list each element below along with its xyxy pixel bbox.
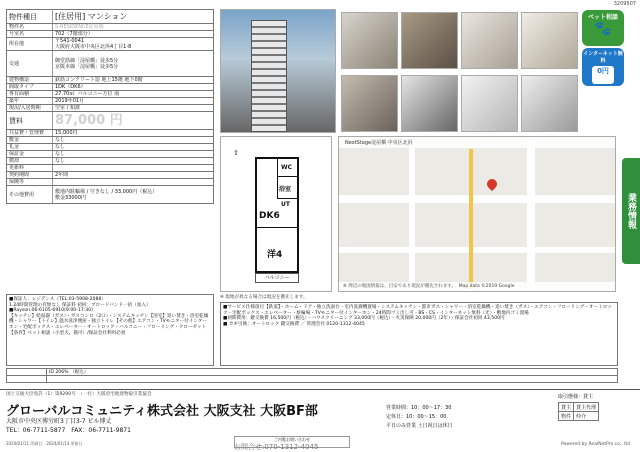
hours-line: 平日のみ営業 土日祝日は休日 xyxy=(386,423,453,429)
internet-label: インターネット無料 xyxy=(583,51,623,64)
spec-label: 交通 xyxy=(7,51,53,77)
direction: 南 xyxy=(114,91,120,97)
postcode: 〒541-0041 xyxy=(55,38,85,44)
fee-cell xyxy=(7,369,47,376)
remarks-guarantor: ■保証人：レジデンス（TEL:03-5908-2088） xyxy=(9,297,106,302)
spec-label: 建物構造 xyxy=(7,77,53,84)
spec-label: 物件種目 xyxy=(7,10,53,24)
spec-label: 敷金 xyxy=(7,137,53,144)
rent-amount: 87,000 円 xyxy=(53,112,214,130)
status: 空室 / 相談 xyxy=(53,105,214,112)
business-hours xyxy=(386,404,453,431)
transaction-key: 貸主 xyxy=(559,403,574,412)
spec-label: 契約期間 xyxy=(7,172,53,179)
compass-icon: ⇧ xyxy=(233,149,239,157)
map-disclaimer: ※ 現地が異なる場合は現況を優先します。 xyxy=(220,295,308,300)
internet-badge xyxy=(582,48,624,86)
remarks-box xyxy=(6,294,214,366)
deposit: なし xyxy=(53,137,214,144)
remarks-guarantor-detail: 1.24時間管理の有無なし 保証料 初回：ブロードバンド一括（加入） xyxy=(9,302,151,308)
insurance xyxy=(53,179,214,186)
lobby-photo xyxy=(401,12,458,69)
divider xyxy=(0,389,640,390)
spec-label: 更新料 xyxy=(7,165,53,172)
property-name: S-RESIDENCE淀屋橋 xyxy=(53,24,214,31)
transaction-title: 取引態様：貸主 xyxy=(558,394,594,400)
spec-label: 築年 xyxy=(7,98,53,105)
spec-label: 間取タイプ xyxy=(7,84,53,91)
spec-label: その他費用 xyxy=(7,186,53,204)
internet-fee-box xyxy=(592,66,614,84)
address-cell xyxy=(53,38,214,51)
western-room-label: 洋4 xyxy=(267,250,283,260)
pet-badge xyxy=(582,10,624,46)
fee-cell xyxy=(47,376,618,383)
road xyxy=(409,137,415,292)
transaction-table xyxy=(558,402,599,421)
property-spec-table xyxy=(6,9,214,204)
address: 大阪府大阪市中央区北浜4丁目1-8 xyxy=(55,44,132,50)
toilet-photo xyxy=(521,75,578,132)
category-text: [住居用] xyxy=(55,11,86,21)
spec-label: 所在地 xyxy=(7,38,53,51)
other-fee: 敷地内駐輪場 / 空きなし / 33,000円（税込） xyxy=(55,188,158,195)
spec-label: 号室名 xyxy=(7,31,53,38)
company-name: グローバルコミュニティ株式会社 大阪支社 大阪BF部 xyxy=(6,404,318,419)
facilities-box xyxy=(220,302,618,366)
direction-label: バルコニー方位 xyxy=(77,91,113,97)
transaction-box xyxy=(558,393,628,421)
structure: 鉄筋コンクリート造 地上15階 地下0階 xyxy=(53,77,214,84)
guarantee: なし xyxy=(53,151,214,158)
transaction-value: 仲介 xyxy=(574,412,599,421)
type-text: マンション xyxy=(87,11,128,21)
map-footer xyxy=(339,282,616,291)
transport-cell xyxy=(53,51,214,77)
pet-label: ペット相談 xyxy=(587,14,618,21)
bath-label: 浴室 xyxy=(279,186,292,193)
ut-label: UT xyxy=(281,201,290,208)
key-exchange-text: ■ カギ引換：オートロック 鍵交換費 ／ 管理会社 0120-1312-4045 xyxy=(223,321,365,327)
spec-label: 物件名 xyxy=(7,24,53,31)
stove-photo xyxy=(401,75,458,132)
wc-label: WC xyxy=(281,164,293,171)
property-category xyxy=(53,10,214,24)
call-label: ご内覧お問い合わせ xyxy=(274,437,310,442)
bathroom-photo xyxy=(461,75,518,132)
contract-term: 2年間 xyxy=(53,172,214,179)
transaction-value: 貸主代理 xyxy=(574,403,599,412)
fee-cell xyxy=(7,376,47,383)
map-credit: Map data ©2019 Google xyxy=(458,284,515,289)
transport-line: 京阪本線「淀屋橋」徒歩5分 xyxy=(55,63,119,70)
spec-label: 償却 xyxy=(7,158,53,165)
document-code: 3209507 xyxy=(613,1,636,7)
road xyxy=(339,247,616,253)
other-fee: 敷金33000円 xyxy=(55,194,86,201)
management-fee: 15,000円 xyxy=(53,130,214,137)
area-cell xyxy=(53,91,214,98)
main-avenue xyxy=(469,149,473,289)
entrance-photo xyxy=(341,12,398,69)
facilities-text: ■サービス仕様項目【鉄道】・ホーム・ドア・独立洗面台・室内洗濯機置場・システムキッチン・都市ガス・シャワー・浴室乾燥機・追い焚き（ガス）・エアコン・フローリング・オートロック・宅配ボックス・エレベーター・駐輪場・TVモニター付インターホン・24時間ゴミ出し可・BS・CS・インターネット無料（光）・敷地内ゴミ置場 xyxy=(223,305,612,316)
dk-label: DK6 xyxy=(259,211,280,221)
building-exterior-photo xyxy=(220,9,336,133)
location-map[interactable] xyxy=(338,136,616,292)
kitchen-photo xyxy=(521,12,578,69)
spec-label: 共益費・管理費 xyxy=(7,130,53,137)
fee-table xyxy=(6,368,618,383)
other-fees-cell xyxy=(53,186,214,204)
business-info-tab[interactable]: 業務情報 xyxy=(622,158,640,264)
amortization: なし xyxy=(53,158,214,165)
call-number[interactable]: お問合せ:070-1312-4045 xyxy=(234,443,319,451)
spec-label: 保証金 xyxy=(7,151,53,158)
transaction-key: 物件 xyxy=(559,412,574,421)
partition-wall xyxy=(255,227,299,228)
map-header: NextStage淀屋橋 中央区北浜 xyxy=(339,137,616,148)
spec-label: 礼金 xyxy=(7,144,53,151)
transport-line: 御堂筋線「淀屋橋」徒歩5分 xyxy=(55,57,119,64)
room-photo xyxy=(461,12,518,69)
remarks-management: ■Rayson.06-6105-6910(9:00-17:30) xyxy=(9,308,93,314)
hours-line: 定休日：10：00～15：00 xyxy=(386,414,447,420)
renewal-fee xyxy=(53,165,214,172)
key-money: なし xyxy=(53,144,214,151)
map-note: ※ 周辺の地図情報は、目安であり現況が優先されます。 xyxy=(343,284,456,289)
balcony-label: バルコニー xyxy=(255,273,299,283)
remarks-conditions: 【条件】ペット相談（小型犬、猫可）/保証会社利用必須 xyxy=(9,330,126,336)
spec-label: 賃料 xyxy=(7,112,53,130)
initial-costs-text: ■初期費用：鍵交換費 16,500円（税込）・ハウスクリーニング 33,000円（税込）・火災保険 20,000円（2年）・保証会社初回 43,500円 xyxy=(223,316,505,322)
print-date: 2024/01/11 印刷日 2024/01/14 更新日 xyxy=(6,441,83,446)
corridor-photo xyxy=(341,75,398,132)
internet-fee: 0円 xyxy=(597,67,609,75)
company-address: 大阪市中央区博労町3丁目3-7 ビル博丈 xyxy=(6,418,112,425)
paw-icon: 🐾 xyxy=(594,21,612,37)
road xyxy=(527,137,535,292)
license-text: 国土交通大臣免許（1）第9290号 （一社）大阪府宅地建物取引業協会 xyxy=(6,392,152,397)
built-year: 2019年01月 xyxy=(53,98,214,105)
floor-plan xyxy=(220,136,332,292)
powered-by: Powered by RealNetPro co., ltd xyxy=(561,442,630,447)
area: 27.70㎡ xyxy=(55,91,75,97)
company-phone: TEL：06-7711-5877 FAX：06-7711-9871 xyxy=(6,427,131,434)
spec-label: 専有面積 xyxy=(7,91,53,98)
room-number: 702（7階部分） xyxy=(53,31,214,38)
fee-note: ID 206% （税込） xyxy=(47,369,618,376)
layout: 1DK（DK6） xyxy=(53,84,214,91)
map-pin-icon xyxy=(485,177,499,191)
spec-label: 保険等 xyxy=(7,179,53,186)
tower-shape xyxy=(251,20,287,132)
remarks-equipment: 【キッチン】給湯器（ガス）・ガスコンロ（2口）・システムキッチン【浴室】追い焚き・浴室乾燥機・シャワー【トイレ】温水洗浄便座・独立トイレ【その他】エアコン・TVモニター付インターホン・宅配ボックス・エレベーター・オートロック・バルコニー・フローリング・クローゼット xyxy=(9,313,209,330)
spec-label: 現況/入居時期 xyxy=(7,105,53,112)
hours-line: 営業時間：10：00～17：30 xyxy=(386,405,452,411)
road xyxy=(339,195,616,203)
